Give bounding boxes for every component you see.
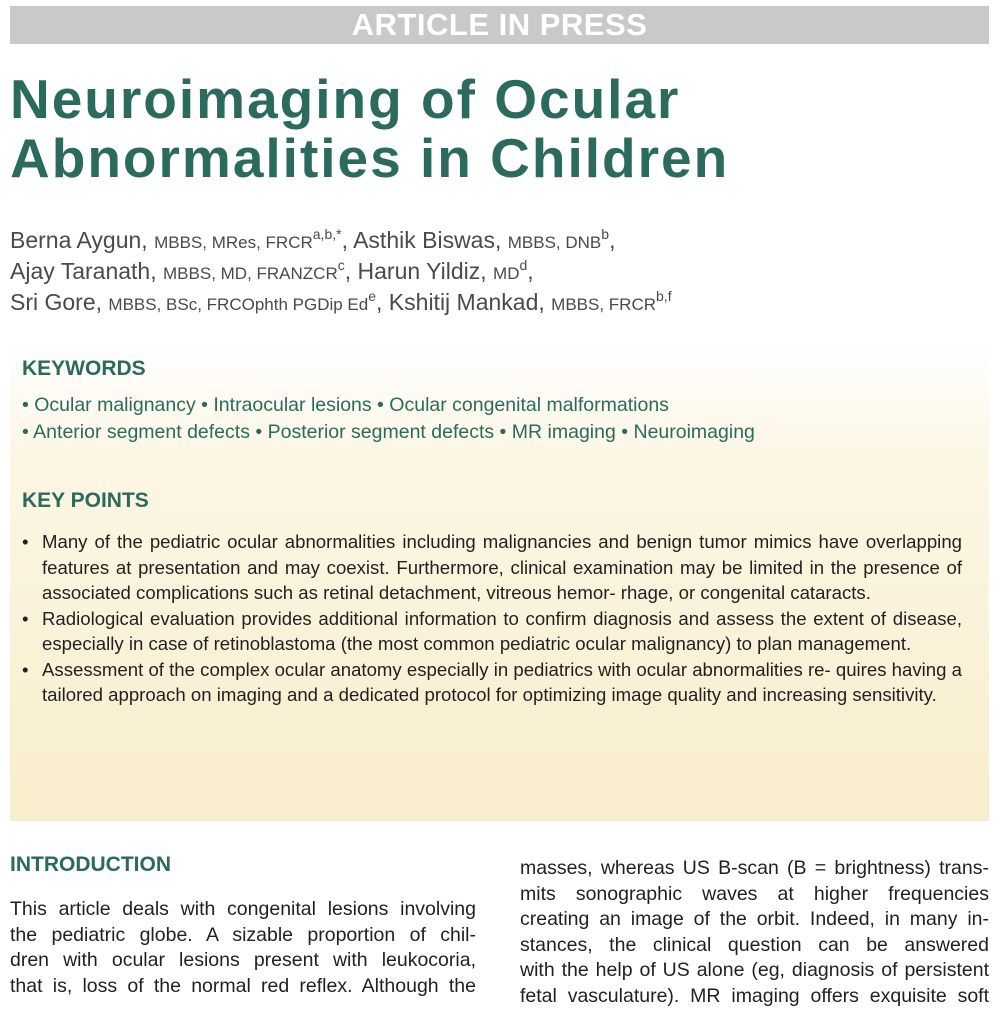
introduction-heading: INTRODUCTION [10, 853, 171, 877]
text-line: that is, loss of the normal red reflex. Although the [10, 974, 476, 1000]
author-degrees: MBBS, FRCR [551, 295, 656, 314]
author-name: , Harun Yildiz, [345, 258, 487, 284]
author-degrees: MBBS, MRes, FRCR [154, 233, 313, 252]
text-line: mits sonographic waves at higher frequencies [520, 882, 989, 908]
separator: , [527, 258, 533, 284]
title-line-2: Abnormalities in Children [10, 129, 990, 188]
text-line: creating an image of the orbit. Indeed, in many in- [520, 907, 989, 933]
author-affiliation: a,b,* [313, 226, 342, 242]
keywords-line-2: • Anterior segment defects • Posterior segment defects • MR imaging • Neuroimaging [22, 420, 755, 444]
author-name: Ajay Taranath, [10, 258, 157, 284]
bullet-icon: • [22, 529, 29, 555]
author-degrees: MBBS, BSc, FRCOphth PGDip Ed [108, 295, 368, 314]
introduction-right-column [520, 856, 989, 1009]
text-line: the pediatric globe. A sizable proportion of chil- [10, 923, 476, 949]
key-point-text: Assessment of the complex ocular anatomy especially in pediatrics with ocular abnormalities re- quires having a tailored approach on imaging and a dedicated protocol for optimizing image quality and increasing sensitivity. [42, 659, 962, 706]
author-name: Sri Gore, [10, 289, 102, 315]
author-affiliation: e [368, 288, 376, 304]
author-degrees: MD [493, 264, 519, 283]
key-point-text: Many of the pediatric ocular abnormalities including malignancies and benign tumor mimics have overlapping features at presentation and may coexist. Furthermore, clinical examination may be limited in the presence of associated complications such as retinal detachment, vitreous hemor- rhage, or congenital cataracts. [42, 531, 962, 603]
separator: , [609, 227, 615, 253]
author-degrees: MBBS, DNB [508, 233, 602, 252]
title-line-1: Neuroimaging of Ocular [10, 70, 990, 129]
key-point-item [22, 657, 962, 708]
author-affiliation: d [520, 257, 528, 273]
text-line: with the help of US alone (eg, diagnosis of persistent [520, 958, 989, 984]
text-line: stances, the clinical question can be answered [520, 933, 989, 959]
author-list [10, 226, 990, 319]
author-affiliation: b [601, 226, 609, 242]
key-points-list [22, 529, 962, 708]
bullet-icon: • [22, 606, 29, 632]
bullet-icon: • [22, 657, 29, 683]
key-point-item [22, 606, 962, 657]
keywords-heading: KEYWORDS [22, 357, 146, 381]
author-affiliation: c [338, 257, 345, 273]
introduction-left-column [10, 897, 476, 999]
author-line-2 [10, 257, 990, 288]
key-point-item [22, 529, 962, 606]
key-points-heading: KEY POINTS [22, 489, 149, 513]
author-line-1 [10, 226, 990, 257]
text-line: masses, whereas US B-scan (B = brightness) trans- [520, 856, 989, 882]
text-line: dren with ocular lesions present with leukocoria, [10, 948, 476, 974]
author-name: , Asthik Biswas, [342, 227, 502, 253]
keywords-line-1: • Ocular malignancy • Intraocular lesions • Ocular congenital malformations [22, 393, 669, 417]
author-line-3 [10, 288, 990, 319]
article-in-press-banner: ARTICLE IN PRESS [10, 6, 989, 44]
article-title [10, 70, 990, 188]
text-line: fetal vasculature). MR imaging offers exquisite soft [520, 984, 989, 1009]
author-name: , Kshitij Mankad, [376, 289, 545, 315]
text-line: This article deals with congenital lesions involving [10, 897, 476, 923]
author-name: Berna Aygun, [10, 227, 148, 253]
key-point-text: Radiological evaluation provides additional information to confirm diagnosis and assess the extent of disease, especially in case of retinoblastoma (the most common pediatric ocular malignancy) to plan management. [42, 608, 962, 655]
author-affiliation: b,f [656, 288, 672, 304]
author-degrees: MBBS, MD, FRANZCR [163, 264, 338, 283]
